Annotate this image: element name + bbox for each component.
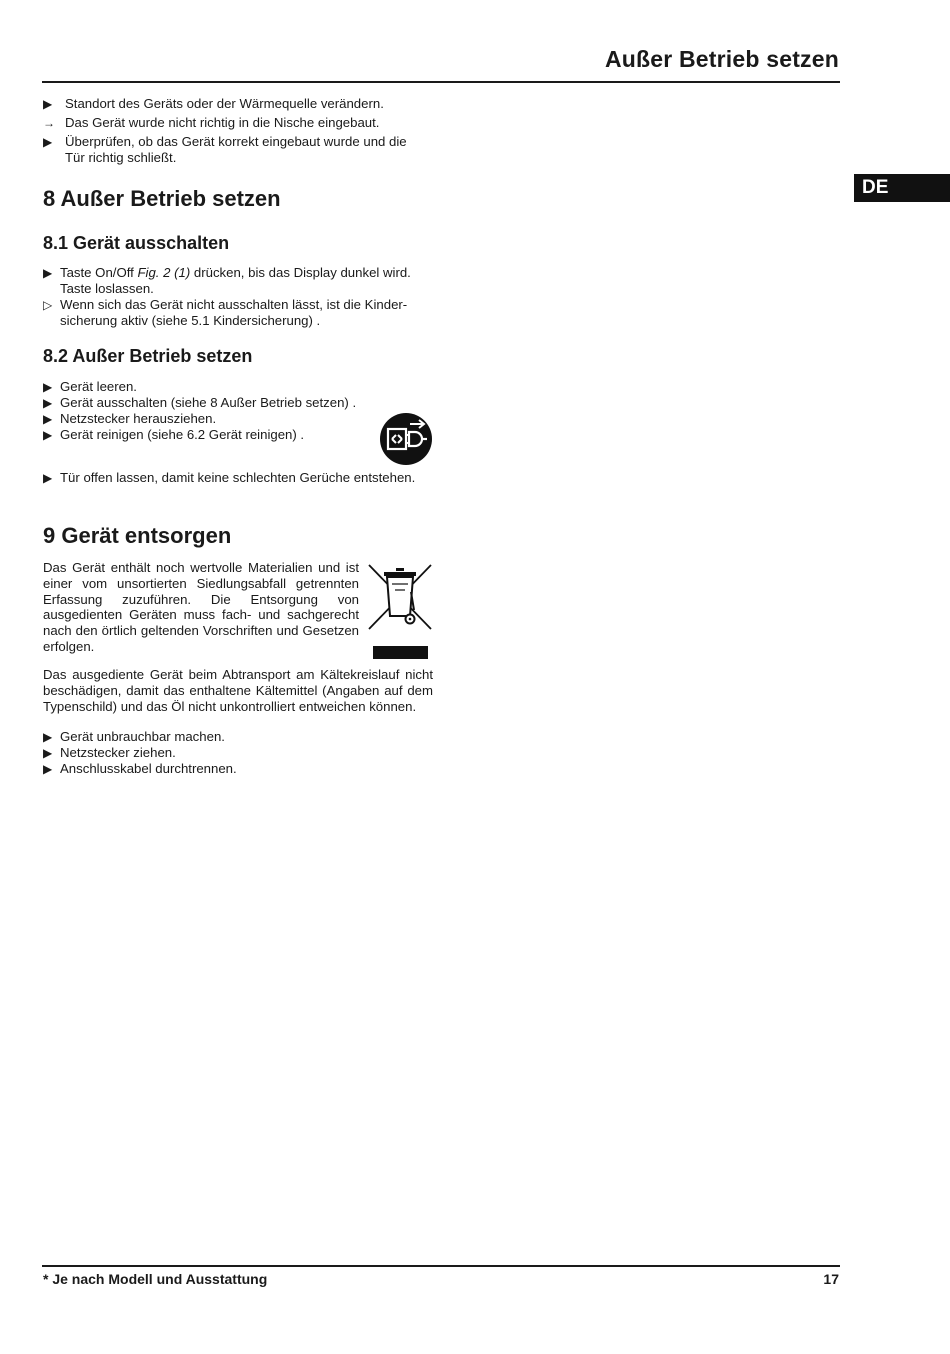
- play-bullet-icon: ▶: [43, 471, 53, 485]
- play-bullet-icon: ▶: [43, 380, 53, 394]
- instruction-text: drücken, bis das Display dunkel wird.: [190, 265, 411, 280]
- instruction-line: Taste loslassen.: [60, 281, 154, 296]
- instruction-text: Taste On/Off: [60, 265, 138, 280]
- footer-note: * Je nach Modell und Ausstattung: [43, 1271, 268, 1287]
- disposal-paragraph: Das Gerät enthält noch wertvolle Materialien und ist einer vom unsortierten Siedlungsabfall getrennten Erfassung zuzuführen. Die Entsorgung von ausgedienten Geräten muss fach- und sachgerecht nach den örtlich geltenden Vorschriften und Gesetzen erfolgen.: [43, 560, 359, 654]
- play-bullet-icon: ▶: [43, 412, 53, 426]
- play-bullet-icon: ▶: [43, 266, 53, 280]
- list-item: Standort des Geräts oder der Wärmequelle verändern.: [65, 96, 384, 111]
- list-item: Überprüfen, ob das Gerät korrekt eingebaut wurde und die: [65, 134, 407, 149]
- language-tab[interactable]: DE: [854, 174, 950, 202]
- crossed-bin-icon: [366, 562, 434, 660]
- list-item: Netzstecker herausziehen.: [60, 411, 217, 426]
- page-number: 17: [823, 1271, 839, 1287]
- play-bullet-icon: ▶: [43, 428, 53, 442]
- header-divider: [42, 81, 840, 83]
- play-bullet-icon: ▶: [43, 730, 53, 744]
- figure-reference[interactable]: Fig. 2 (1): [137, 265, 191, 280]
- list-item: Gerät leeren.: [60, 379, 137, 394]
- disposal-paragraph: Das ausgediente Gerät beim Abtransport am Kältekreislauf nicht beschädigen, damit das enthaltene Kältemittel (Angaben auf dem Typenschild) und das Öl nicht unkontrolliert entweichen können.: [43, 667, 433, 714]
- unplug-icon: [379, 412, 433, 466]
- list-item-continuation: Tür richtig schließt.: [65, 150, 177, 165]
- list-item: Das Gerät wurde nicht richtig in die Nische eingebaut.: [65, 115, 380, 130]
- play-bullet-icon: ▶: [43, 396, 53, 410]
- list-item: Gerät reinigen (siehe 6.2 Gerät reinigen) .: [60, 427, 305, 442]
- play-bullet-icon: ▶: [43, 135, 53, 149]
- subsection-heading: 8.2 Außer Betrieb setzen: [43, 346, 253, 366]
- section-heading: 8 Außer Betrieb setzen: [43, 186, 281, 211]
- list-item: Netzstecker ziehen.: [60, 745, 176, 760]
- instruction-paragraph: Tür offen lassen, damit keine schlechten Gerüche entstehen.: [60, 470, 416, 485]
- result-line: Wenn sich das Gerät nicht ausschalten lässt, ist die Kinder-: [60, 297, 408, 312]
- list-item: Anschlusskabel durchtrennen.: [60, 761, 237, 776]
- play-bullet-icon: ▶: [43, 97, 53, 111]
- arrow-right-icon: →: [43, 116, 55, 130]
- section-heading: 9 Gerät entsorgen: [43, 523, 232, 548]
- list-item: Gerät ausschalten (siehe 8 Außer Betrieb setzen) .: [60, 395, 357, 410]
- list-item: Gerät unbrauchbar machen.: [60, 729, 225, 744]
- subsection-heading: 8.1 Gerät ausschalten: [43, 233, 230, 253]
- page-title: Außer Betrieb setzen: [604, 46, 839, 72]
- footer-divider: [42, 1265, 840, 1267]
- result-triangle-icon: ▷: [43, 298, 53, 312]
- play-bullet-icon: ▶: [43, 746, 53, 760]
- result-line: sicherung aktiv (siehe 5.1 Kindersicherung) .: [60, 313, 321, 328]
- instruction-line: [60, 265, 450, 281]
- play-bullet-icon: ▶: [43, 762, 53, 776]
